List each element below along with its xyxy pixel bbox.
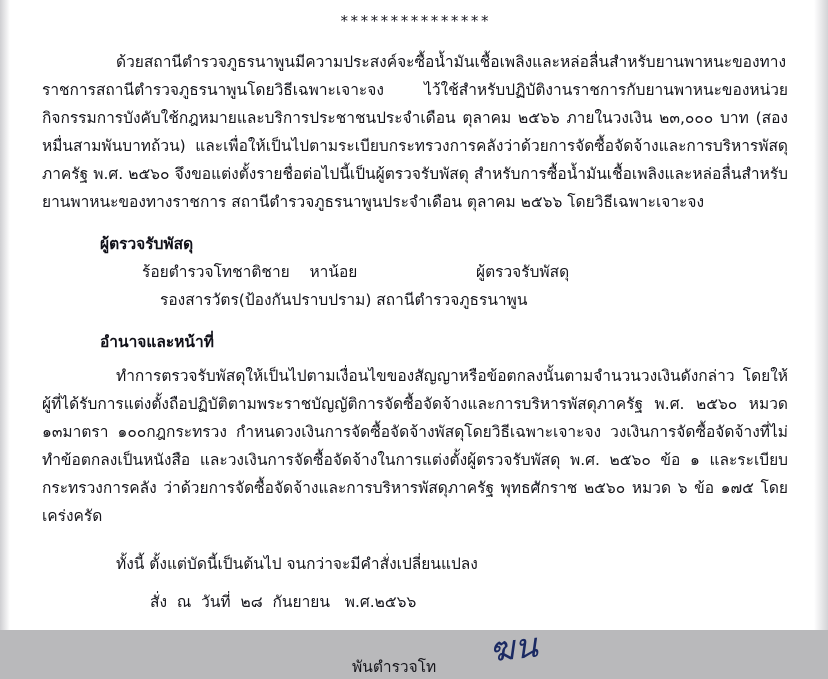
signature-mark: ฆน	[487, 625, 540, 671]
signer-rank: พันตำรวจโท	[352, 658, 437, 676]
inspector-position: รองสารวัตร(ป้องกันปราบปราม) สถานีตำรวจภูธรนาพูน	[160, 291, 528, 309]
inspector-role: ผู้ตรวจรับพัสดุ	[476, 263, 570, 281]
paragraph-effective: ทั้งนี้ ตั้งแต่บัดนี้เป็นต้นไป จนกว่าจะมีคำสั่งเปลี่ยนแปลง	[116, 555, 478, 573]
date-line: สั่ง ณ วันที่ ๒๘ กันยายน พ.ศ.๒๕๖๖	[150, 593, 417, 611]
paragraph-intro: ด้วยสถานีตำรวจภูธรนาพูนมีความประสงค์จะซื้อน้ำมันเชื้อเพลิงและหล่อลื่นสำหรับยานพาหนะของทางราชการสถานีตำรวจภูธรนาพูนโดยวิธีเฉพาะเจาะจง ไว้ใช้สำหรับปฏิบัติงานราชการกับยานพาหนะของหน่วยกิจกรรมการบังคับใช้กฎหมายและบริการประชาชนประจำเดือน ตุลาคม ๒๕๖๖ ภายในวงเงิน ๒๓,๐๐๐ บาท (สองหมื่นสามพันบาทถ้วน) และเพื่อให้เป็นไปตามระเบียบกระทรวงการคลังว่าด้วยการจัดซื้อจัดจ้างและการบริหารพัสดุภาครัฐ พ.ศ. ๒๕๖๐ จึงขอแต่งตั้งรายชื่อต่อไปนี้เป็นผู้ตรวจรับพัสดุ สำหรับการซื้อน้ำมันเชื้อเพลิงและหล่อลื่นสำหรับยานพาหนะของทางราชการ สถานีตำรวจภูธรนาพูนประจำเดือน ตุลาคม ๒๕๖๖ โดยวิธีเฉพาะเจาะจง	[42, 53, 788, 211]
heading-authority: อำนาจและหน้าที่	[100, 333, 214, 351]
star-divider: ***************	[339, 12, 491, 30]
signature-block	[42, 616, 788, 674]
inspector-row	[142, 258, 788, 286]
paragraph-authority: ทำการตรวจรับพัสดุให้เป็นไปตามเงื่อนไขของสัญญาหรือข้อตกลงนั้นตามจำนวนวงเงินดังกล่าว โดยให้ผู้ที่ได้รับการแต่งตั้งถือปฏิบัติตามพระราชบัญญัติการจัดซื้อจัดจ้างและการบริหารพัสดุภาครัฐ พ.ศ. ๒๕๖๐ หมวด ๑๓มาตรา ๑๐๐กฎกระทรวง กำหนดวงเงินการจัดซื้อจัดจ้างพัสดุโดยวิธีเฉพาะเจาะจง วงเงินการจัดซื้อจัดจ้างที่ไม่ทำข้อตกลงเป็นหนังสือ และวงเงินการจัดซื้อจัดจ้างในการแต่งตั้งผู้ตรวจรับพัสดุ พ.ศ. ๒๕๖๐ ข้อ ๑ และระเบียบกระทรวงการคลัง ว่าด้วยการจัดซื้อจัดจ้างและการบริหารพัสดุภาครัฐ พุทธศักราช ๒๕๖๐ หมวด ๖ ข้อ ๑๗๕ โดยเคร่งครัด	[42, 367, 788, 525]
heading-inspector: ผู้ตรวจรับพัสดุ	[100, 235, 194, 253]
inspector-name: ร้อยตำรวจโทชาติชาย หาน้อย	[142, 263, 358, 281]
